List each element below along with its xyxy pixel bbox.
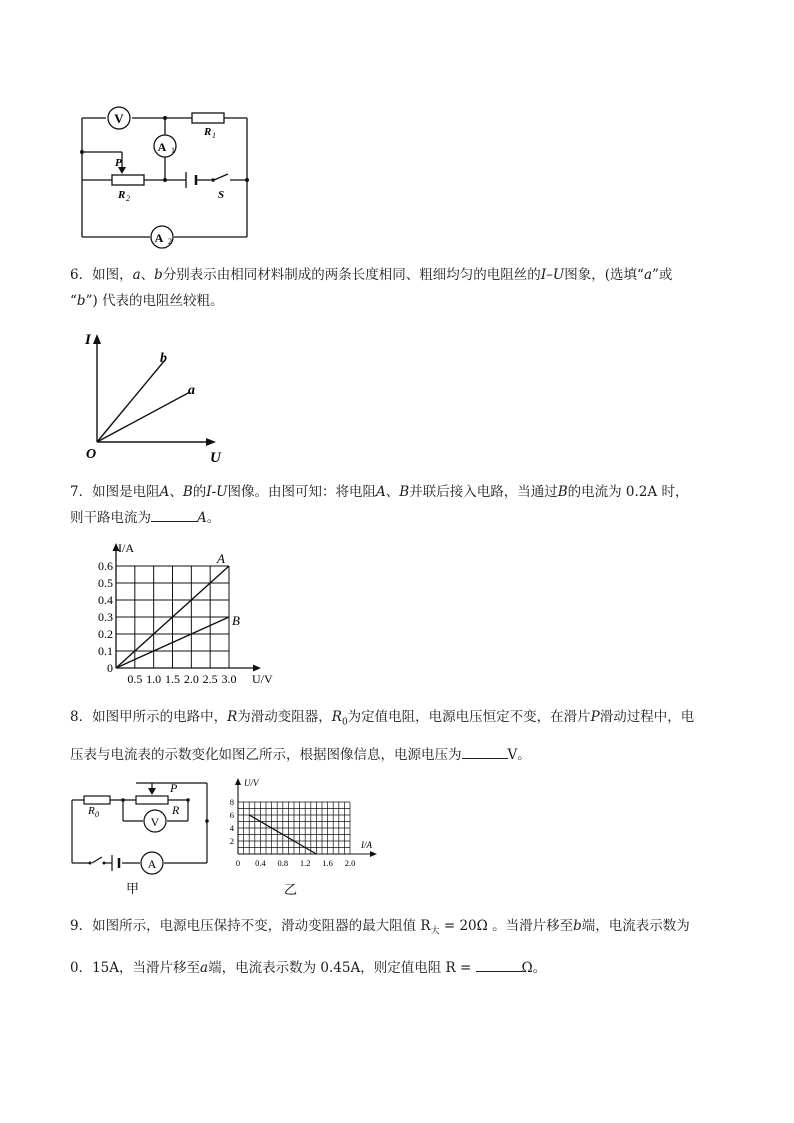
y-tick-label: 2 <box>229 836 234 846</box>
y-axis-arrow <box>235 778 241 785</box>
y-tick-label: 0.6 <box>98 559 113 573</box>
ui-chart-yi <box>222 774 394 902</box>
svg-text:1: 1 <box>171 146 175 155</box>
y-tick-label: 0.5 <box>98 576 113 590</box>
y-tick-label: 0 <box>107 661 113 675</box>
svg-text:b: b <box>160 351 167 366</box>
x-tick-label: 2.0 <box>183 672 199 686</box>
question-8-line1: 8．如图甲所示的电路中，R为滑动变阻器，$R_0$为定值电阻，电源电压恒定不变，在滑片P滑动过程中，电 <box>70 709 695 728</box>
question-9-line2: 0．15A，当滑片移至a端，电流表示数为 0.45A，则定值电阻 R = Ω。 <box>70 955 730 981</box>
x-tick-label: 2.5 <box>202 672 218 686</box>
question-6-line1: 6．如图，a、b分别表示由相同材料制成的两条长度相同、粗细均匀的电阻丝的I–U图象，(选填“a”或 <box>70 267 673 283</box>
x-tick-label: 1.6 <box>322 858 333 868</box>
circuit-figure-jia <box>66 776 216 901</box>
svg-text:I: I <box>85 332 91 348</box>
x-tick-label: 1.0 <box>146 672 162 686</box>
svg-text:2: 2 <box>126 194 130 203</box>
svg-text:1: 1 <box>212 131 216 140</box>
svg-text:O: O <box>86 447 97 462</box>
svg-text:2: 2 <box>168 237 172 246</box>
question-7 <box>70 479 730 531</box>
x-tick-label: 0.5 <box>127 672 143 686</box>
question-6 <box>70 262 730 314</box>
question-8-line2: 压表与电流表的示数变化如图乙所示，根据图像信息，电源电压为 V。 <box>70 742 730 768</box>
svg-text:A: A <box>157 140 167 154</box>
circuit-figure-q5 <box>70 100 260 250</box>
x-tick-label: 0.8 <box>277 858 289 868</box>
svg-text:A: A <box>154 231 164 245</box>
iu-graph-q6 <box>80 322 240 467</box>
svg-text:A: A <box>147 857 157 871</box>
y-tick-label: 0.2 <box>98 627 113 641</box>
iu-chart-q7 <box>88 540 288 690</box>
question-6-line2: “b”) 代表的电阻丝较粗。 <box>70 293 224 309</box>
svg-text:a: a <box>188 383 195 398</box>
question-9 <box>70 913 730 981</box>
svg-text:0: 0 <box>95 810 99 819</box>
x-tick-label: 2.0 <box>344 858 356 868</box>
y-axis-label: U/V <box>244 778 259 788</box>
question-7-line2: 则干路电流为 A。 <box>70 505 730 531</box>
answer-blank-q9[interactable] <box>476 957 522 972</box>
y-tick-label: 0.3 <box>98 610 113 624</box>
series-label-B: B <box>232 613 240 628</box>
svg-text:R: R <box>88 805 95 817</box>
x-tick-label: 0.4 <box>255 858 266 868</box>
y-axis-label: I/A <box>118 541 134 555</box>
y-tick-label: 0.4 <box>98 593 113 607</box>
svg-text:P: P <box>115 157 122 169</box>
y-tick-label: 4 <box>229 823 234 833</box>
x-axis-label: U/V <box>252 672 273 686</box>
svg-text:U: U <box>210 450 221 466</box>
x-tick-label: 1.2 <box>299 858 311 868</box>
x-axis-label: I/A <box>361 840 372 850</box>
x-axis-arrow <box>253 665 261 672</box>
answer-blank-q8[interactable] <box>462 744 508 759</box>
x-tick-label: 3.0 <box>221 672 237 686</box>
y-tick-label: 6 <box>229 810 234 820</box>
svg-text:P: P <box>170 781 178 795</box>
question-9-line1: 9．如图所示，电源电压保持不变，滑动变阻器的最大阻值 $R_大 = 20\Omega$ 。当滑片移至b端，电流表示数为 <box>70 918 690 937</box>
y-tick-label: 0.1 <box>98 644 113 658</box>
figure-caption-yi: 乙 <box>284 882 298 897</box>
series-label-A: A <box>217 551 225 566</box>
svg-text:V: V <box>114 111 124 126</box>
svg-text:R: R <box>172 803 180 817</box>
svg-text:R: R <box>118 189 126 201</box>
question-8 <box>70 704 730 768</box>
x-tick-label: 0 <box>235 858 241 868</box>
x-tick-label: 1.5 <box>165 672 180 686</box>
svg-text:R: R <box>204 126 212 138</box>
answer-blank-q7[interactable] <box>151 507 197 522</box>
svg-text:S: S <box>218 189 225 201</box>
svg-text:V: V <box>150 815 160 829</box>
x-axis-arrow <box>370 851 377 857</box>
y-tick-label: 8 <box>229 797 234 807</box>
question-7-line1: 7．如图是电阻A、B的I-U图像。由图可知：将电阻A、B并联后接入电路，当通过B的电流为 0.2A 时， <box>70 484 689 500</box>
svg-text:甲: 甲 <box>126 881 140 896</box>
